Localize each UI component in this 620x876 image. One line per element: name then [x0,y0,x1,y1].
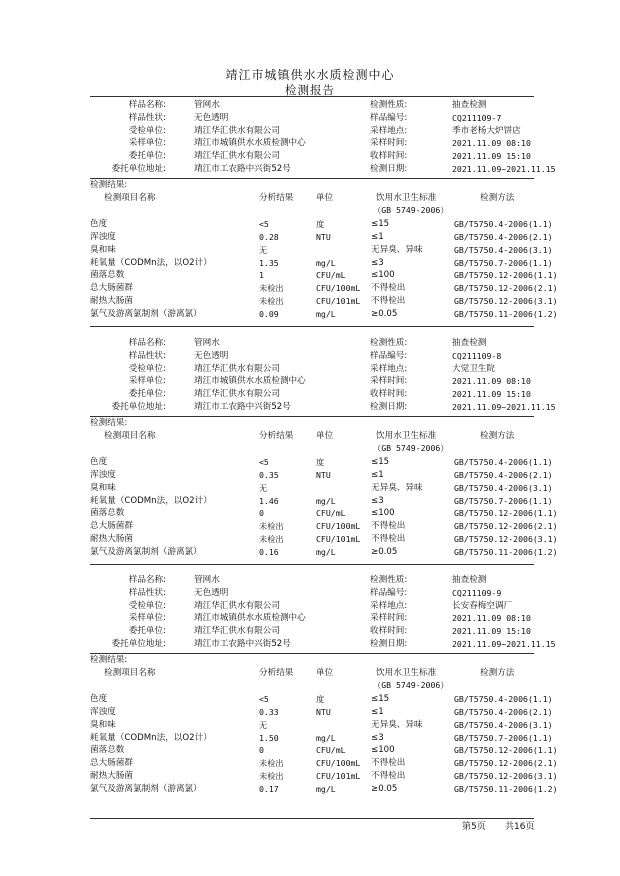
test-method: GB/T5750.4-2006(1.1) [454,219,553,230]
sample-nature-value: 无色透明 [194,587,229,598]
test-nature-label: 检测性质: [370,338,408,348]
column-method: 检测方法 [480,192,515,203]
test-standard: ≤15 [371,457,390,468]
commissioning-unit-label: 委托单位: [128,626,166,637]
sample-name-label: 样品名称: [128,575,166,585]
test-method: GB/T5750.7-2006(1.1) [454,732,553,743]
sampling-unit-value: 靖江市城镇供水水质检测中心 [194,138,306,149]
column-method: 检测方法 [480,667,515,678]
test-item-name: 耗氧量（CODMn法，以O2计） [90,495,212,506]
test-unit: CFU/101mL [316,296,361,306]
test-date-label: 检测日期: [370,402,408,412]
column-standard-code: （GB 5749-2006） [373,443,449,454]
test-unit: 度 [316,694,325,705]
test-result: 未检出 [259,534,284,544]
test-standard: ≤100 [371,745,395,756]
results-label: 检测结果: [90,417,128,428]
column-standard: 饮用水卫生标准 [376,430,437,441]
test-method: GB/T5750.12-2006(2.1) [454,521,558,532]
test-result: 1.50 [259,732,279,743]
test-standard: ≤100 [371,270,395,281]
sample-number-value: CQ211109-8 [452,350,502,361]
sampling-location-value: 季市老杨大炉饼店 [452,125,521,136]
test-standard: 不得检出 [371,534,406,544]
test-method: GB/T5750.12-2006(2.1) [454,758,558,769]
test-item-name: 耐热大肠菌 [90,296,133,306]
test-method: GB/T5750.4-2006(2.1) [454,232,553,242]
test-unit: mg/L [316,783,336,794]
test-standard: ≤15 [371,219,390,230]
sampling-location-label: 采样地点: [370,363,408,374]
test-item-name: 臭和味 [90,244,116,255]
sampling-unit-label: 采样单位: [128,376,166,387]
sample-nature-label: 样品性状: [128,350,166,361]
test-item-name: 氯气及游离氯制剂（游离氯） [90,783,202,794]
test-date-value: 2021.11.09~2021.11.15 [452,164,556,174]
test-unit: mg/L [316,495,336,506]
commissioner-address-value: 靖江市工农路中兴街52号 [194,639,291,649]
test-unit: CFU/mL [316,745,346,756]
sample-name-value: 管网水 [194,338,220,348]
commissioner-address-label: 委托单位地址: [111,639,166,649]
test-item-name: 浑浊度 [90,232,116,242]
column-standard-code: （GB 5749-2006） [373,680,449,691]
test-unit: CFU/100mL [316,758,361,769]
test-item-name: 总大肠菌群 [90,283,133,294]
test-unit: mg/L [316,308,336,319]
sampling-unit-value: 靖江市城镇供水水质检测中心 [194,376,306,387]
test-method: GB/T5750.11-2006(1.2) [454,546,558,557]
client-unit-label: 受检单位: [128,363,166,374]
test-result: 0.33 [259,707,279,717]
test-method: GB/T5750.7-2006(1.1) [454,495,553,506]
test-date-label: 检测日期: [370,639,408,649]
column-item: 检测项目名称 [104,430,156,441]
test-item-name: 浑浊度 [90,707,116,717]
report-title: 检测报告 [285,83,335,97]
test-standard: 不得检出 [371,283,406,294]
test-unit: NTU [316,470,331,480]
test-date-value: 2021.11.09~2021.11.15 [452,402,556,412]
test-standard: 无异臭、异味 [371,482,423,493]
test-standard: 无异臭、异味 [371,244,423,255]
test-item-name: 臭和味 [90,719,116,730]
commissioner-address-value: 靖江市工农路中兴街52号 [194,402,291,412]
test-item-name: 菌落总数 [90,508,125,519]
test-result: 1 [259,270,264,281]
column-unit: 单位 [316,667,334,678]
sampling-unit-value: 靖江市城镇供水水质检测中心 [194,613,306,624]
column-result: 分析结果 [259,430,294,441]
commissioning-unit-value: 靖江华汇供水有限公司 [194,626,280,637]
test-standard: ≤1 [371,707,384,717]
test-unit: 度 [316,219,325,230]
column-standard: 饮用水卫生标准 [376,667,437,678]
test-result: 0.17 [259,783,279,794]
info-rule [90,178,534,179]
sample-name-value: 管网水 [194,575,220,585]
sample-number-label: 样品编号: [370,112,408,123]
test-item-name: 总大肠菌群 [90,521,133,532]
test-result: 未检出 [259,758,284,769]
sampling-time-label: 采样时间: [370,376,408,387]
test-method: GB/T5750.4-2006(3.1) [454,244,553,255]
sampling-time-label: 采样时间: [370,613,408,624]
test-standard: 不得检出 [371,296,406,306]
test-unit: CFU/100mL [316,283,361,294]
test-item-name: 耐热大肠菌 [90,771,133,781]
column-standard-code: （GB 5749-2006） [373,205,449,216]
test-method: GB/T5750.12-2006(1.1) [454,508,558,519]
sampling-location-label: 采样地点: [370,600,408,611]
section-rule [90,818,534,819]
test-result: 0.09 [259,308,279,319]
test-item-name: 色度 [90,219,108,230]
receiving-time-label: 收样时间: [370,626,408,637]
test-method: GB/T5750.7-2006(1.1) [454,257,553,268]
client-unit-label: 受检单位: [128,125,166,136]
test-unit: NTU [316,707,331,717]
sample-nature-value: 无色透明 [194,350,229,361]
test-result: 0.28 [259,232,279,242]
client-unit-label: 受检单位: [128,600,166,611]
commissioner-address-label: 委托单位地址: [111,164,166,174]
test-unit: NTU [316,232,331,242]
test-method: GB/T5750.12-2006(3.1) [454,534,558,544]
test-method: GB/T5750.4-2006(1.1) [454,694,553,705]
section-rule [90,326,534,327]
commissioner-address-label: 委托单位地址: [111,402,166,412]
sample-number-value: CQ211109-7 [452,112,502,123]
results-label: 检测结果: [90,654,128,665]
sample-number-label: 样品编号: [370,587,408,598]
column-item: 检测项目名称 [104,192,156,203]
sampling-time-value: 2021.11.09 08:10 [452,138,531,149]
sampling-location-value: 长安春梅空调厂 [452,600,513,611]
test-method: GB/T5750.12-2006(1.1) [454,270,558,281]
test-standard: ≥0.05 [371,546,398,557]
test-result: <5 [259,219,269,230]
test-method: GB/T5750.12-2006(2.1) [454,283,558,294]
test-method: GB/T5750.12-2006(3.1) [454,771,558,781]
test-unit: mg/L [316,257,336,268]
column-unit: 单位 [316,192,334,203]
test-item-name: 色度 [90,457,108,468]
test-unit: mg/L [316,546,336,557]
receiving-time-label: 收样时间: [370,151,408,162]
test-item-name: 菌落总数 [90,745,125,756]
sample-number-label: 样品编号: [370,350,408,361]
test-standard: ≤3 [371,732,384,743]
test-method: GB/T5750.11-2006(1.2) [454,308,558,319]
test-result: 1.35 [259,257,279,268]
test-unit: mg/L [316,732,336,743]
test-item-name: 菌落总数 [90,270,125,281]
sampling-unit-label: 采样单位: [128,613,166,624]
sampling-location-value: 大觉卫生院 [452,363,495,374]
test-nature-label: 检测性质: [370,575,408,585]
sample-name-value: 管网水 [194,100,220,110]
test-item-name: 臭和味 [90,482,116,493]
test-result: 0.35 [259,470,279,480]
test-result: 无 [259,482,268,493]
section-rule [90,564,534,565]
test-result: 0.16 [259,546,279,557]
test-unit: CFU/100mL [316,521,361,532]
test-result: 1.46 [259,495,279,506]
test-standard: ≤15 [371,694,390,705]
test-date-value: 2021.11.09~2021.11.15 [452,639,556,649]
test-method: GB/T5750.4-2006(2.1) [454,707,553,717]
page-number: 第5页 [462,822,486,832]
test-item-name: 浑浊度 [90,470,116,480]
test-result: 无 [259,244,268,255]
test-unit: 度 [316,457,325,468]
test-standard: ≤1 [371,470,384,480]
test-method: GB/T5750.4-2006(1.1) [454,457,553,468]
commissioning-unit-label: 委托单位: [128,151,166,162]
column-method: 检测方法 [480,430,515,441]
test-standard: ≥0.05 [371,308,398,319]
test-result: 未检出 [259,771,284,781]
test-method: GB/T5750.11-2006(1.2) [454,783,558,794]
test-standard: ≤100 [371,508,395,519]
test-result: 未检出 [259,521,284,532]
sampling-location-label: 采样地点: [370,125,408,136]
test-standard: 不得检出 [371,771,406,781]
test-unit: CFU/mL [316,270,346,281]
test-result: <5 [259,694,269,705]
column-standard: 饮用水卫生标准 [376,192,437,203]
sampling-unit-label: 采样单位: [128,138,166,149]
test-standard: 不得检出 [371,521,406,532]
test-method: GB/T5750.12-2006(1.1) [454,745,558,756]
test-result: 未检出 [259,296,284,306]
test-result: 未检出 [259,283,284,294]
page-total: 共16页 [505,822,535,832]
test-standard: ≤1 [371,232,384,242]
commissioning-unit-value: 靖江华汇供水有限公司 [194,389,280,400]
test-unit: CFU/101mL [316,771,361,781]
column-unit: 单位 [316,430,334,441]
test-nature-value: 抽查检测 [452,575,487,585]
info-rule [90,416,534,417]
test-date-label: 检测日期: [370,164,408,174]
client-unit-value: 靖江华汇供水有限公司 [194,363,280,374]
header-rule [90,96,534,97]
sample-number-value: CQ211109-9 [452,587,502,598]
test-item-name: 色度 [90,694,108,705]
column-result: 分析结果 [259,667,294,678]
test-standard: ≤3 [371,495,384,506]
test-standard: 不得检出 [371,758,406,769]
test-unit: CFU/mL [316,508,346,519]
test-method: GB/T5750.4-2006(3.1) [454,719,553,730]
test-method: GB/T5750.12-2006(3.1) [454,296,558,306]
test-standard: ≥0.05 [371,783,398,794]
info-rule [90,653,534,654]
test-result: 0 [259,508,264,519]
receiving-time-value: 2021.11.09 15:10 [452,626,531,637]
test-nature-label: 检测性质: [370,100,408,110]
test-item-name: 氯气及游离氯制剂（游离氯） [90,308,202,319]
commissioning-unit-value: 靖江华汇供水有限公司 [194,151,280,162]
test-item-name: 总大肠菌群 [90,758,133,769]
sampling-time-label: 采样时间: [370,138,408,149]
sampling-time-value: 2021.11.09 08:10 [452,613,531,624]
test-standard: ≤3 [371,257,384,268]
test-method: GB/T5750.4-2006(3.1) [454,482,553,493]
test-unit: CFU/101mL [316,534,361,544]
receiving-time-value: 2021.11.09 15:10 [452,389,531,400]
client-unit-value: 靖江华汇供水有限公司 [194,125,280,136]
sample-name-label: 样品名称: [128,338,166,348]
sample-nature-label: 样品性状: [128,112,166,123]
sample-nature-label: 样品性状: [128,587,166,598]
test-result: 无 [259,719,268,730]
receiving-time-label: 收样时间: [370,389,408,400]
sampling-time-value: 2021.11.09 08:10 [452,376,531,387]
commissioning-unit-label: 委托单位: [128,389,166,400]
sample-name-label: 样品名称: [128,100,166,110]
test-result: <5 [259,457,269,468]
test-nature-value: 抽查检测 [452,338,487,348]
column-item: 检测项目名称 [104,667,156,678]
results-label: 检测结果: [90,179,128,190]
test-standard: 无异臭、异味 [371,719,423,730]
test-item-name: 氯气及游离氯制剂（游离氯） [90,546,202,557]
test-item-name: 耗氧量（CODMn法，以O2计） [90,257,212,268]
sample-nature-value: 无色透明 [194,112,229,123]
receiving-time-value: 2021.11.09 15:10 [452,151,531,162]
test-item-name: 耐热大肠菌 [90,534,133,544]
test-result: 0 [259,745,264,756]
test-method: GB/T5750.4-2006(2.1) [454,470,553,480]
test-item-name: 耗氧量（CODMn法，以O2计） [90,732,212,743]
test-nature-value: 抽查检测 [452,100,487,110]
commissioner-address-value: 靖江市工农路中兴街52号 [194,164,291,174]
column-result: 分析结果 [259,192,294,203]
client-unit-value: 靖江华汇供水有限公司 [194,600,280,611]
org-title: 靖江市城镇供水水质检测中心 [225,68,395,82]
